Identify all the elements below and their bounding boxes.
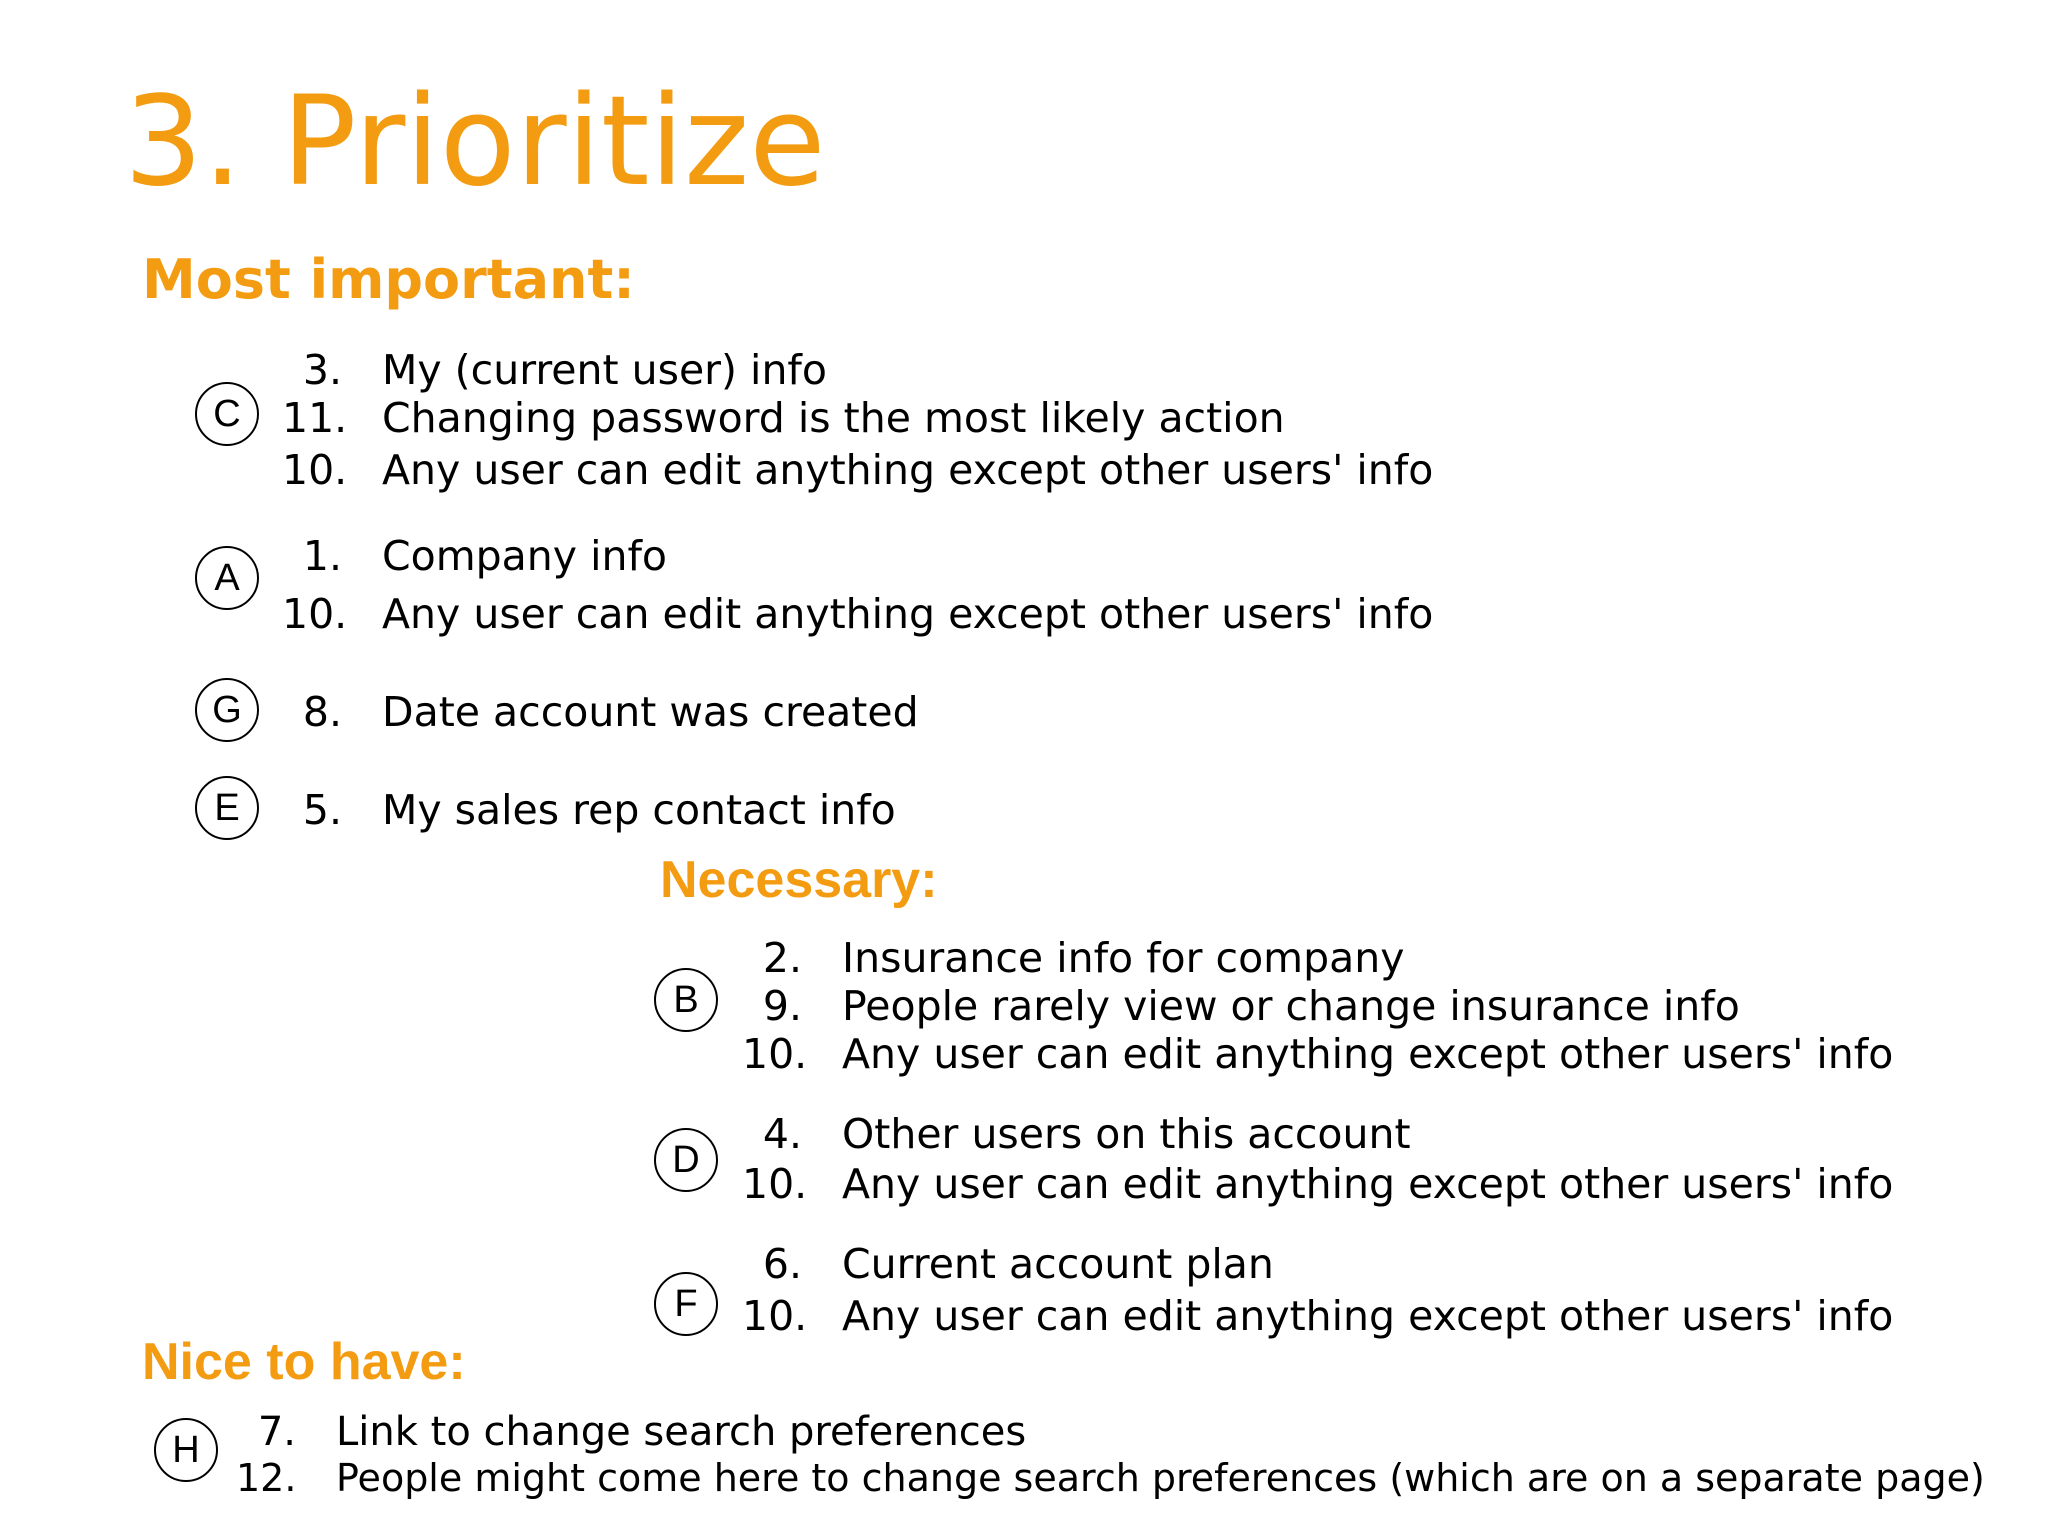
- item-text: Any user can edit anything except other users' info: [842, 1030, 1894, 1078]
- item-text: My (current user) info: [382, 346, 827, 394]
- item-number: 7.: [257, 1409, 296, 1455]
- item-text: Any user can edit anything except other users' info: [842, 1292, 1894, 1340]
- item-number: 11.: [282, 394, 348, 442]
- item-number: 10.: [742, 1030, 808, 1078]
- item-number: 10.: [282, 590, 348, 638]
- badge-a: A: [195, 546, 259, 610]
- item-number: 3.: [302, 346, 342, 394]
- item-text: Any user can edit anything except other users' info: [842, 1160, 1894, 1208]
- item-text: Current account plan: [842, 1240, 1274, 1288]
- badge-e: E: [195, 776, 259, 840]
- item-text: Company info: [382, 532, 667, 580]
- badge-c: C: [195, 382, 259, 446]
- item-number: 9.: [762, 982, 802, 1030]
- page-title: 3. Prioritize: [124, 70, 826, 214]
- item-text: Link to change search preferences: [336, 1409, 1027, 1455]
- item-text: People rarely view or change insurance info: [842, 982, 1740, 1030]
- item-text: Insurance info for company: [842, 934, 1405, 982]
- item-number: 12.: [236, 1456, 297, 1500]
- item-text: Changing password is the most likely action: [382, 394, 1285, 442]
- badge-b: B: [654, 968, 718, 1032]
- item-text: Other users on this account: [842, 1110, 1411, 1158]
- item-number: 10.: [282, 446, 348, 494]
- item-number: 5.: [302, 786, 342, 834]
- item-text: Date account was created: [382, 688, 919, 736]
- item-text: People might come here to change search preferences (which are on a separate page): [336, 1456, 1985, 1500]
- section-heading-necessary: Necessary:: [660, 851, 938, 909]
- item-number: 2.: [762, 934, 802, 982]
- item-number: 1.: [302, 532, 342, 580]
- item-number: 6.: [762, 1240, 802, 1288]
- item-text: My sales rep contact info: [382, 786, 896, 834]
- item-text: Any user can edit anything except other users' info: [382, 446, 1434, 494]
- badge-h: H: [154, 1418, 218, 1482]
- item-number: 10.: [742, 1292, 808, 1340]
- item-number: 10.: [742, 1160, 808, 1208]
- badge-d: D: [654, 1128, 718, 1192]
- section-heading-nice-to-have: Nice to have:: [142, 1333, 466, 1391]
- item-number: 4.: [762, 1110, 802, 1158]
- item-number: 8.: [302, 688, 342, 736]
- badge-f: F: [654, 1272, 718, 1336]
- badge-g: G: [195, 678, 259, 742]
- item-text: Any user can edit anything except other users' info: [382, 590, 1434, 638]
- section-heading-most-important: Most important:: [142, 248, 635, 311]
